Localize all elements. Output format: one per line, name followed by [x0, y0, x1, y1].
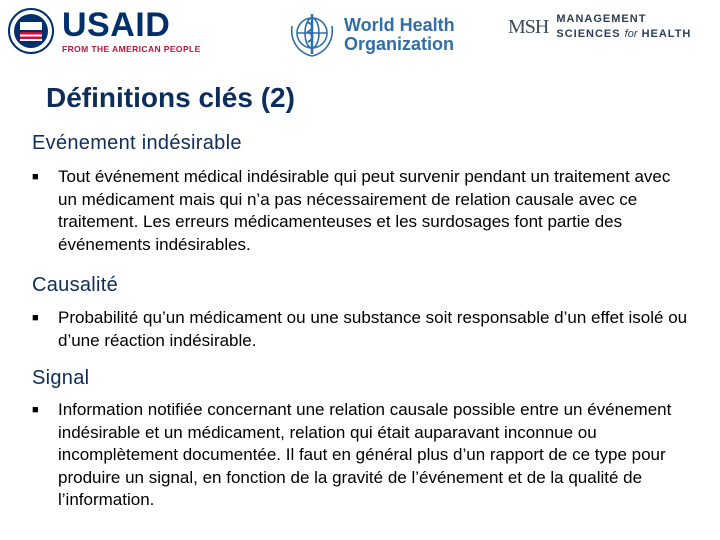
- usaid-tagline: FROM THE AMERICAN PEOPLE: [62, 44, 201, 54]
- who-logo: [286, 10, 455, 60]
- section-heading-signal: Signal: [32, 367, 90, 389]
- bullet-text: Probabilité qu’un médicament ou une substance soit responsable d’un effet isolé ou d’une réaction indésirable.: [58, 308, 688, 350]
- bullet-square-icon: ■: [32, 312, 39, 324]
- msh-line1: MANAGEMENT: [556, 13, 647, 25]
- logo-header: [0, 0, 720, 70]
- section-heading-evenement: Evénement indésirable: [32, 132, 242, 154]
- usaid-logo: [8, 8, 201, 54]
- bullet-text: Information notifiée concernant une relation causale possible entre un événement indésirable et un médicament, relation qui était auparavant inconnue ou incomplètement documentée. Il faut en général plus d’un rapport de ce type pour produire un signal, en fonction de la gravité de l’événement et de la qualité de l’information.: [58, 400, 672, 509]
- usaid-wordmark: USAID: [62, 6, 171, 44]
- msh-line2-health: HEALTH: [641, 28, 692, 40]
- msh-line2-for: for: [624, 28, 638, 40]
- who-name-line1: World Health: [344, 15, 455, 35]
- msh-mark: MSH: [508, 15, 549, 38]
- bullet-signal: [32, 399, 692, 512]
- who-name-line2: Organization: [344, 34, 455, 54]
- bullet-causalite: [32, 307, 692, 352]
- usaid-seal-icon: [8, 8, 54, 54]
- who-emblem-icon: [286, 10, 338, 60]
- section-heading-causalite: Causalité: [32, 274, 119, 296]
- bullet-square-icon: ■: [32, 171, 39, 183]
- bullet-text: Tout événement médical indésirable qui peut survenir pendant un traitement avec un médicament mais qui n’a pas nécessairement de relation causale avec ce traitement. Les erreurs médicamenteuses et les surdosages font partie des événements indésirables.: [58, 167, 671, 254]
- msh-line2-sciences: SCIENCES: [556, 28, 621, 40]
- slide-title: Définitions clés (2): [46, 82, 295, 113]
- bullet-evenement: [32, 166, 692, 256]
- msh-logo: [508, 12, 691, 42]
- bullet-square-icon: ■: [32, 404, 39, 416]
- msh-line2: [556, 27, 691, 42]
